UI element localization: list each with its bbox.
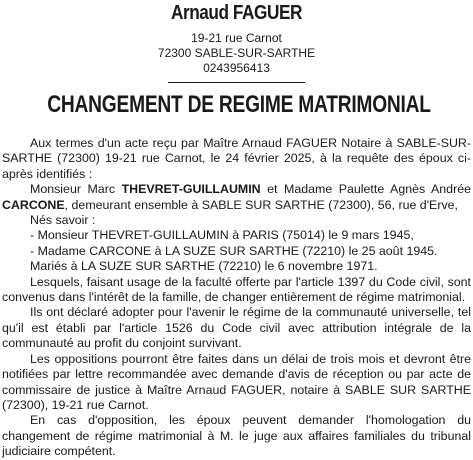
spouses-suffix: , demeurant ensemble à SABLE SUR SARTHE (72300), 56, rue d'Erve, bbox=[64, 197, 458, 212]
separator-rule bbox=[168, 82, 305, 83]
paragraph-change: Lesquels, faisant usage de la faculté offerte par l'article 1397 du Code civil, sont convenus dans l'intérêt de la famille, de changer entièrement de régime matrimonial. bbox=[2, 274, 471, 305]
address-city: 72300 SABLE-SUR-SARTHE bbox=[157, 46, 316, 60]
husband-surname: THEVRET-GUILLAUMIN bbox=[121, 182, 261, 197]
paragraph-oppositions: Les oppositions pourront être faites dans un délai de trois mois et devront être notifiées par lettre recommandée avec demande d'avis de réception ou par acte de commissaire de justice à Maître Arnaud FAGUER, notaire à SABLE SUR SARTHE (72300), 19-21 rue Carnot. bbox=[2, 351, 471, 412]
notary-name: Arnaud FAGUER bbox=[170, 2, 303, 24]
address-street: 19-21 rue Carnot bbox=[191, 31, 282, 45]
notice-headline: CHANGEMENT DE REGIME MATRIMONIAL bbox=[47, 91, 431, 118]
paragraph-wife-birth: - Madame CARCONE à LA SUZE SUR SARTHE (72210) le 25 août 1945. bbox=[30, 243, 438, 258]
paragraph-regime: Ils ont déclaré adopter pour l'avenir le régime de la communauté universelle, tel qu'il est établi par l'article 1526 du Code civil avec attribution intégrale de la communauté au profit du conjoint survivant. bbox=[2, 305, 471, 351]
paragraph-deed: Aux termes d'un acte reçu par Maître Arnaud FAGUER Notaire à SABLE-SUR-SARTHE (72300) 19-21 rue Carnot, le 24 février 2025, à la requête des époux ci-après identifiés : bbox=[2, 136, 471, 181]
paragraph-husband-birth: - Monsieur THEVRET-GUILLAUMIN à PARIS (75014) le 9 mars 1945, bbox=[30, 228, 414, 243]
paragraph-marriage: Mariés à LA SUZE SUR SARTHE (72210) le 6 novembre 1971. bbox=[30, 259, 378, 274]
notice-body bbox=[2, 136, 471, 460]
paragraph-born: Nés savoir : bbox=[30, 213, 96, 228]
spouses-prefix: Monsieur Marc bbox=[30, 182, 122, 197]
paragraph-homologation: En cas d'opposition, les époux peuvent demander l'homologation du changement de régime matrimonial à M. le juge aux affaires familiales du tribunal judiciaire compétent. bbox=[2, 413, 471, 459]
notary-address bbox=[0, 31, 473, 76]
spouses-mid: et Madame Paulette Agnès Andrée bbox=[260, 182, 471, 197]
address-phone: 0243956413 bbox=[203, 61, 270, 75]
wife-surname: CARCONE bbox=[2, 197, 65, 212]
paragraph-spouses bbox=[2, 182, 471, 213]
